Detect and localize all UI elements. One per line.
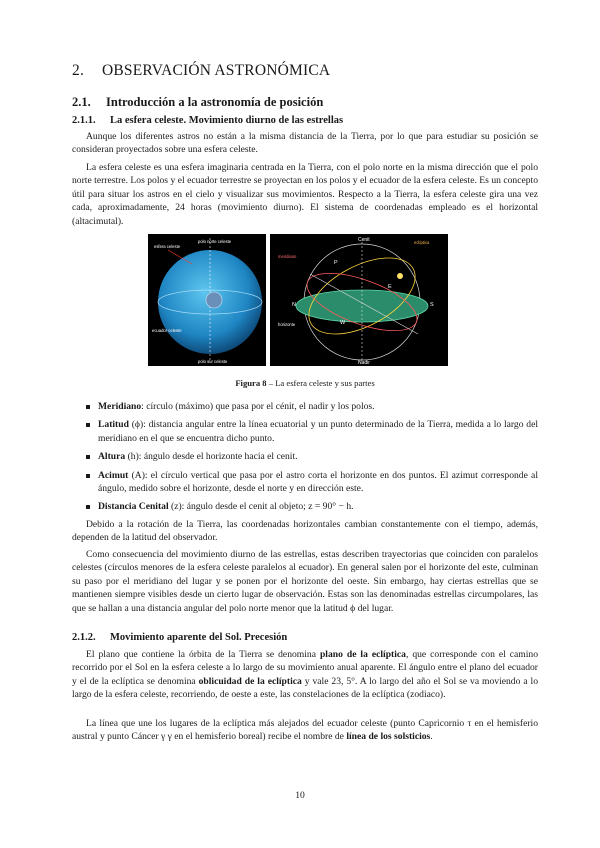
- label-north-pole: polo norte celeste: [198, 239, 232, 244]
- term-solstice-line: línea de los solsticios: [346, 731, 431, 743]
- figure-right-image: [270, 234, 448, 366]
- sun-marker: [397, 273, 403, 279]
- section-title: Introducción a la astronomía de posición: [106, 95, 324, 109]
- bullet-marker: [86, 474, 90, 478]
- subsection-title: La esfera celeste. Movimiento diurno de las estrellas: [110, 115, 344, 126]
- caption-text: – La esfera celeste y sus partes: [266, 378, 375, 388]
- list-text: (h): ángulo desde el horizonte hacia el cenit.: [125, 451, 298, 463]
- paragraph-4: Como consecuencia del movimiento diurno de las estrellas, estas describen trayectorias que coinciden con paralelos celestes (círculos menores de la esfera celeste paralelos al ecuador). En general salen por el horizonte del este, culminan su paso por el meridiano del lugar y se ponen por el horizonte del oeste. Sin embargo, hay ciertas estrellas que se mantienen siempre visibles desde un cierto lugar de observación. Estas son las denominadas estrellas circumpolares, las que se hallan a una distancia angular del polo norte menor que la latitud ϕ del lugar.: [72, 549, 538, 614]
- list-item: [72, 400, 538, 413]
- paragraph-5-part-a: El plano que contiene la órbita de la Tierra se denomina: [86, 649, 320, 660]
- subsection-title: Movimiento aparente del Sol. Precesión: [110, 632, 288, 643]
- paragraph-6-part-c: .: [430, 731, 433, 743]
- bullet-marker: [86, 423, 90, 427]
- list-item: [72, 500, 538, 513]
- bullet-marker: [86, 505, 90, 509]
- paragraph-5-part-e: y vale 23, 5°. A lo largo del año el Sol se va moviendo a lo largo de la esfera celeste, recorriendo, de oeste a este, las constelaciones de la eclíptica (zodiaco).: [72, 675, 539, 701]
- list-text: (A): el círculo vertical que pasa por el astro corta el horizonte en dos puntos. El azimut corresponde al ángulo, medido sobre el horizonte, desde el norte y en dirección este.: [98, 469, 538, 495]
- paragraph-6-part-a: La línea que une los lugares de la eclíptica más alejados del ecuador celeste (punto Capricornio τ en el hemisferio austral y punto Cáncer γ γ en el hemisferio boreal) recibe el nombre de: [72, 718, 538, 743]
- bullet-marker: [86, 405, 90, 409]
- celestial-sphere-illustration: [148, 234, 266, 366]
- label-pole: P: [334, 260, 338, 266]
- paragraph-1: Aunque los diferentes astros no están a la misma distancia de la Tierra, por lo que para estudiar su posición se consideran proyectados sobre una esfera celeste.: [72, 131, 538, 156]
- page-number: 10: [295, 790, 305, 801]
- label-south: S: [430, 302, 434, 308]
- list-term: Distancia Cenital: [98, 501, 169, 513]
- bullet-marker: [86, 455, 90, 459]
- paragraph-2: La esfera celeste es una esfera imaginaria centrada en la Tierra, con el polo norte en la misma dirección que el polo norte terrestre. Los polos y el ecuador terrestre se proyectan en los polos y el ecuador de la esfera celeste. Es un concepto útil para situar los astros en el cielo y visualizar sus movimientos. Respecto a la Tierra, la esfera celeste gira una vez cada, aproximadamente, 24 horas (movimiento diurno). El sistema de coordenadas empleado es el horizontal (altacimutal).: [72, 162, 538, 227]
- paragraph-5-part-c: , que corresponde con el camino recorrido por el Sol en la esfera celeste a lo largo de su movimiento anual aparente. El ángulo entre el plano del ecuador y el de la eclíptica se denomina: [72, 649, 538, 687]
- figure-left-image: [148, 234, 266, 366]
- list-text: (z): ángulo desde el cenit al objeto; z = 90° − h.: [168, 501, 354, 513]
- label-zenith: Cenit: [358, 237, 370, 243]
- label-nadir: Nadir: [358, 360, 370, 366]
- caption-label: Figura 8: [235, 378, 267, 388]
- list-text: (ϕ): distancia angular entre la línea ecuatorial y un punto determinado de la Tierra, medida a lo largo del meridiano en el que se encuentra dicho punto.: [98, 419, 538, 444]
- label-south-pole: polo sur celeste: [198, 359, 228, 364]
- earth-shape: [206, 292, 222, 308]
- chapter-heading: [72, 62, 330, 80]
- list-term: Acimut: [98, 469, 129, 481]
- chapter-title: OBSERVACIÓN ASTRONÓMICA: [102, 62, 331, 79]
- list-item: [72, 469, 538, 496]
- label-north: N: [292, 302, 296, 308]
- label-west: W: [340, 320, 346, 326]
- list-term: Latitud: [98, 419, 129, 431]
- label-east: E: [388, 284, 392, 290]
- paragraph-3: Debido a la rotación de la Tierra, las coordenadas horizontales cambian constantemente con el tiempo, además, dependen de la latitud del observador.: [72, 519, 538, 544]
- label-ecliptic: eclíptica: [414, 240, 430, 245]
- subsection-number: 2.1.2.: [72, 632, 96, 643]
- paragraph-6: [72, 717, 538, 744]
- label-horizon: horizonte: [278, 322, 296, 327]
- list-term: Meridiano: [98, 401, 142, 412]
- list-item: [72, 450, 538, 463]
- term-ecliptic-plane: plano de la eclíptica: [319, 649, 406, 660]
- figure-celestial-sphere: [148, 234, 448, 366]
- label-equator: ecuador celeste: [152, 328, 182, 333]
- subsection-heading-1: [72, 115, 343, 126]
- term-obliquity: oblicuidad de la eclíptica: [198, 675, 302, 687]
- section-number: 2.1.: [72, 95, 91, 109]
- chapter-number: 2.: [72, 62, 85, 79]
- subsection-number: 2.1.1.: [72, 115, 96, 126]
- list-text: : círculo (máximo) que pasa por el cénit, el nadir y los polos.: [141, 401, 375, 412]
- list-term: Altura: [98, 451, 126, 463]
- horizontal-coordinates-illustration: [270, 234, 448, 366]
- section-heading: [72, 95, 323, 110]
- subsection-heading-2: [72, 632, 287, 643]
- definitions-list: [72, 400, 538, 519]
- paragraph-5: [72, 648, 538, 702]
- label-sphere: esfera celeste: [154, 244, 181, 249]
- list-item: [72, 418, 538, 445]
- label-meridian: meridiano: [278, 254, 297, 259]
- figure-caption: [72, 378, 538, 388]
